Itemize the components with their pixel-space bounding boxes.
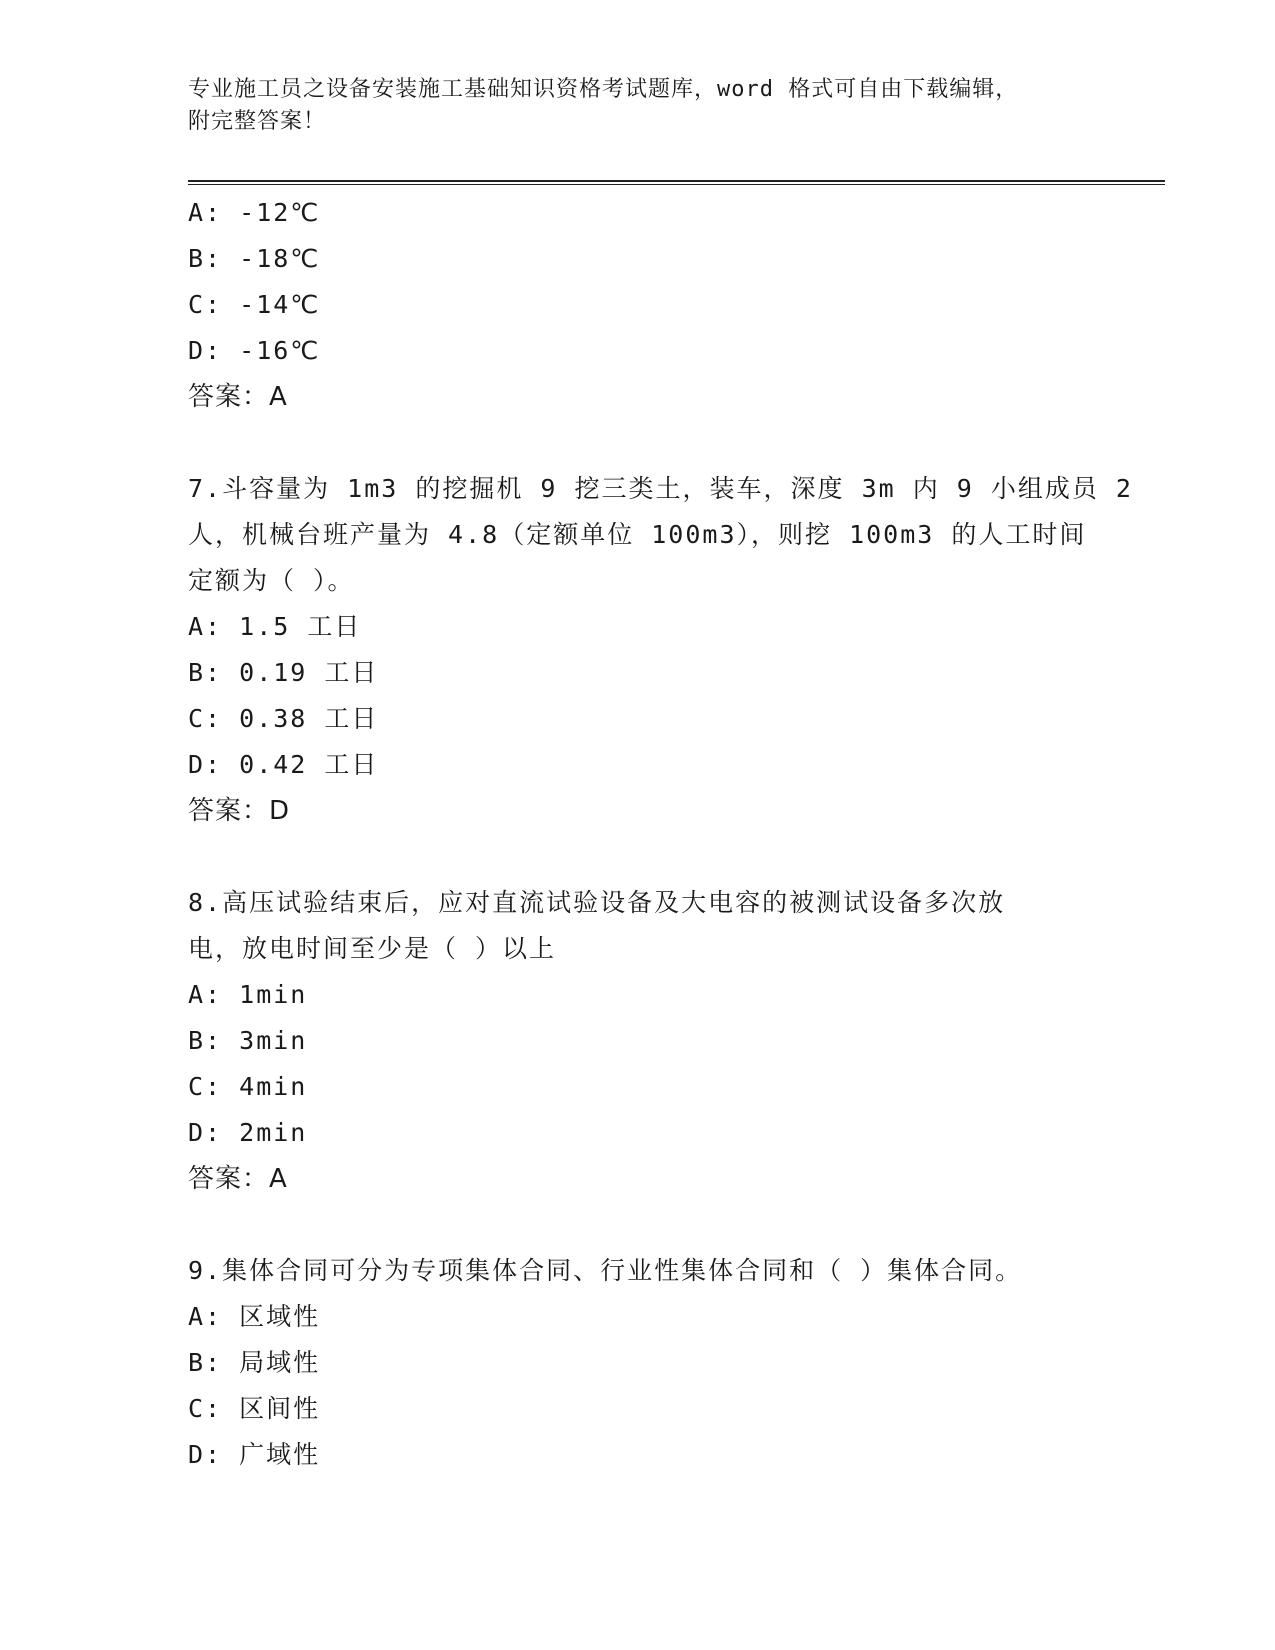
answer-line: 答案：A — [188, 382, 288, 412]
question-stem-line: 7.斗容量为 1m3 的挖掘机 9 挖三类土，装车，深度 3m 内 9 小组成员 2 — [188, 474, 1133, 503]
option-d: D: 0.42 工日 — [188, 750, 379, 779]
answer-line: 答案：D — [188, 796, 291, 826]
option-c: C: -14℃ — [188, 290, 321, 319]
option-a: A: 1min — [188, 980, 308, 1009]
header-rule-thin — [188, 184, 1165, 185]
header-line-1: 专业施工员之设备安装施工基础知识资格考试题库，word 格式可自由下载编辑， — [188, 77, 1019, 102]
option-b: B: 局域性 — [188, 1348, 321, 1377]
document-header — [188, 74, 1068, 138]
header-rule-thick — [188, 180, 1165, 182]
option-a: A: -12℃ — [188, 198, 321, 227]
question-list — [188, 190, 1133, 1478]
option-c: C: 4min — [188, 1072, 308, 1101]
question-stem-line: 电，放电时间至少是（ ）以上 — [188, 934, 557, 963]
question-7 — [188, 466, 1133, 834]
question-8 — [188, 880, 1088, 1202]
spacer — [188, 834, 1088, 880]
option-d: D: 2min — [188, 1118, 308, 1147]
option-b: B: -18℃ — [188, 244, 321, 273]
question-9 — [188, 1248, 1088, 1478]
question-stem-line: 8.高压试验结束后，应对直流试验设备及大电容的被测试设备多次放 — [188, 888, 1006, 917]
question-stem-line: 人，机械台班产量为 4.8（定额单位 100m3），则挖 100m3 的人工时间 — [188, 520, 1087, 549]
option-b: B: 0.19 工日 — [188, 658, 379, 687]
header-line-2: 附完整答案！ — [188, 109, 327, 134]
spacer — [188, 420, 1088, 466]
option-c: C: 0.38 工日 — [188, 704, 379, 733]
question-6 — [188, 190, 1088, 420]
question-stem-line: 9.集体合同可分为专项集体合同、行业性集体合同和（ ）集体合同。 — [188, 1256, 1023, 1285]
question-stem-line: 定额为（ ）。 — [188, 566, 355, 595]
option-b: B: 3min — [188, 1026, 308, 1055]
option-c: C: 区间性 — [188, 1394, 321, 1423]
option-a: A: 区域性 — [188, 1302, 321, 1331]
option-a: A: 1.5 工日 — [188, 612, 362, 641]
answer-line: 答案：A — [188, 1164, 288, 1194]
option-d: D: -16℃ — [188, 336, 321, 365]
spacer — [188, 1202, 1088, 1248]
option-d: D: 广域性 — [188, 1440, 321, 1469]
